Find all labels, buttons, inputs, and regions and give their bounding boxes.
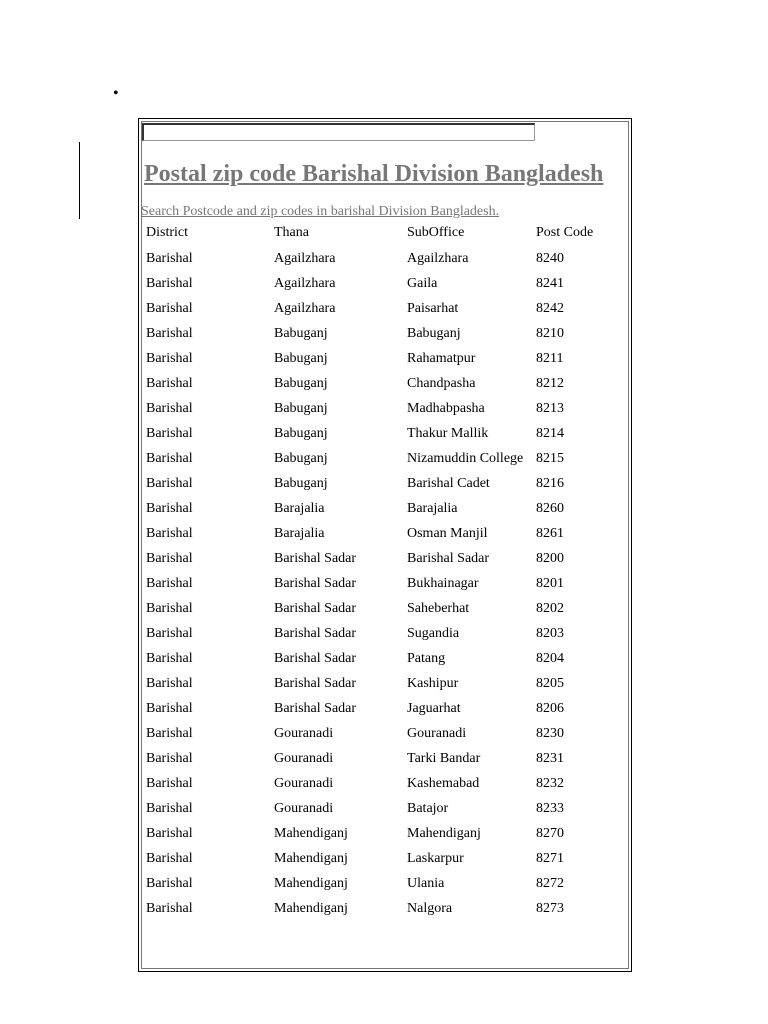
cell-district: Barishal: [146, 301, 193, 316]
cell-suboffice: Madhabpasha: [407, 401, 485, 416]
cell-district: Barishal: [146, 551, 193, 566]
cell-thana: Mahendiganj: [274, 901, 348, 916]
table-row: [141, 671, 629, 696]
cell-district: Barishal: [146, 851, 193, 866]
cell-suboffice: Chandpasha: [407, 376, 476, 391]
cell-thana: Agailzhara: [274, 301, 336, 316]
cell-district: Barishal: [146, 326, 193, 341]
cell-suboffice: Jaguarhat: [407, 701, 461, 716]
cell-thana: Mahendiganj: [274, 826, 348, 841]
cell-district: Barishal: [146, 876, 193, 891]
cell-suboffice: Kashipur: [407, 676, 459, 691]
cell-post-code: 8271: [536, 851, 564, 866]
cell-district: Barishal: [146, 476, 193, 491]
cell-district: Barishal: [146, 576, 193, 591]
cell-suboffice: Gaila: [407, 276, 438, 291]
cell-suboffice: Osman Manjil: [407, 526, 488, 541]
cell-thana: Gouranadi: [274, 751, 334, 766]
cell-district: Barishal: [146, 901, 193, 916]
cell-post-code: 8272: [536, 876, 564, 891]
cell-thana: Babuganj: [274, 401, 328, 416]
cell-district: Barishal: [146, 601, 193, 616]
cell-post-code: 8202: [536, 601, 564, 616]
table-row: [141, 796, 629, 821]
cell-suboffice: Rahamatpur: [407, 351, 476, 366]
cell-suboffice: Ulania: [407, 876, 445, 891]
cell-suboffice: Thakur Mallik: [407, 426, 489, 441]
cell-district: Barishal: [146, 451, 193, 466]
cell-suboffice: Barishal Cadet: [407, 476, 490, 491]
cell-post-code: 8211: [536, 351, 564, 366]
cell-suboffice: Mahendiganj: [407, 826, 481, 841]
cell-post-code: 8241: [536, 276, 564, 291]
table-row: [141, 371, 629, 396]
cell-thana: Babuganj: [274, 451, 328, 466]
cell-thana: Barishal Sadar: [274, 651, 357, 666]
cell-post-code: 8212: [536, 376, 564, 391]
table-row: [141, 771, 629, 796]
cell-thana: Babuganj: [274, 376, 328, 391]
cell-thana: Mahendiganj: [274, 876, 348, 891]
cell-suboffice: Tarki Bandar: [407, 751, 481, 766]
postal-code-table: [141, 220, 629, 921]
search-input[interactable]: [142, 123, 535, 141]
cell-thana: Barajalia: [274, 501, 325, 516]
table-row: [141, 271, 629, 296]
cell-district: Barishal: [146, 401, 193, 416]
cell-suboffice: Batajor: [407, 801, 449, 816]
cell-district: Barishal: [146, 676, 193, 691]
table-row: [141, 596, 629, 621]
cell-district: Barishal: [146, 826, 193, 841]
header-post-code: Post Code: [536, 225, 594, 240]
table-row: [141, 846, 629, 871]
table-row: [141, 396, 629, 421]
cell-suboffice: Nalgora: [407, 901, 453, 916]
cell-district: Barishal: [146, 801, 193, 816]
cell-district: Barishal: [146, 426, 193, 441]
cell-post-code: 8210: [536, 326, 564, 341]
header-suboffice: SubOffice: [407, 225, 465, 240]
cell-post-code: 8273: [536, 901, 564, 916]
cell-post-code: 8260: [536, 501, 564, 516]
page-title-link[interactable]: Postal zip code Barishal Division Bangladesh: [144, 161, 604, 187]
cell-thana: Agailzhara: [274, 251, 336, 266]
table-header-row: [141, 220, 629, 246]
table-body: [141, 246, 629, 921]
cell-post-code: 8200: [536, 551, 564, 566]
cell-suboffice: Kashemabad: [407, 776, 480, 791]
cell-district: Barishal: [146, 376, 193, 391]
cell-district: Barishal: [146, 626, 193, 641]
cell-thana: Barishal Sadar: [274, 626, 357, 641]
cell-thana: Barajalia: [274, 526, 325, 541]
header-thana: Thana: [274, 225, 309, 240]
table-row: [141, 721, 629, 746]
cell-post-code: 8233: [536, 801, 564, 816]
cell-suboffice: Nizamuddin College: [407, 451, 524, 466]
cell-thana: Babuganj: [274, 426, 328, 441]
table-row: [141, 521, 629, 546]
cell-post-code: 8206: [536, 701, 564, 716]
cell-suboffice: Barajalia: [407, 501, 458, 516]
table-row: [141, 246, 629, 271]
cell-suboffice: Laskarpur: [407, 851, 464, 866]
cell-district: Barishal: [146, 351, 193, 366]
table-row: [141, 696, 629, 721]
cell-thana: Mahendiganj: [274, 851, 348, 866]
table-header: [141, 220, 629, 246]
cell-district: Barishal: [146, 276, 193, 291]
subtitle-link[interactable]: Search Postcode and zip codes in barishal Division Bangladesh.: [141, 204, 500, 219]
table-row: [141, 621, 629, 646]
cell-district: Barishal: [146, 776, 193, 791]
cell-district: Barishal: [146, 526, 193, 541]
cell-thana: Gouranadi: [274, 776, 334, 791]
cell-thana: Agailzhara: [274, 276, 336, 291]
cell-suboffice: Bukhainagar: [407, 576, 479, 591]
cell-thana: Barishal Sadar: [274, 551, 357, 566]
cell-district: Barishal: [146, 501, 193, 516]
table-row: [141, 546, 629, 571]
cell-suboffice: Babuganj: [407, 326, 461, 341]
table-row: [141, 321, 629, 346]
cell-district: Barishal: [146, 751, 193, 766]
cell-post-code: 8204: [536, 651, 564, 666]
cell-thana: Barishal Sadar: [274, 701, 357, 716]
cell-thana: Gouranadi: [274, 726, 334, 741]
cell-thana: Barishal Sadar: [274, 576, 357, 591]
cell-thana: Gouranadi: [274, 801, 334, 816]
table-row: [141, 871, 629, 896]
cell-suboffice: Saheberhat: [407, 601, 470, 616]
cell-district: Barishal: [146, 701, 193, 716]
cell-post-code: 8203: [536, 626, 564, 641]
cell-thana: Babuganj: [274, 326, 328, 341]
table-row: [141, 571, 629, 596]
cell-district: Barishal: [146, 251, 193, 266]
cell-suboffice: Patang: [407, 651, 446, 666]
cell-district: Barishal: [146, 726, 193, 741]
header-district: District: [146, 225, 188, 240]
cell-post-code: 8205: [536, 676, 564, 691]
table-row: [141, 471, 629, 496]
cell-post-code: 8232: [536, 776, 564, 791]
cell-suboffice: Sugandia: [407, 626, 460, 641]
list-bullet: •: [113, 85, 119, 102]
cell-post-code: 8216: [536, 476, 564, 491]
cell-thana: Barishal Sadar: [274, 676, 357, 691]
text-cursor-line: [79, 142, 80, 219]
cell-post-code: 8230: [536, 726, 564, 741]
cell-thana: Barishal Sadar: [274, 601, 357, 616]
cell-post-code: 8214: [536, 426, 564, 441]
cell-suboffice: Gouranadi: [407, 726, 467, 741]
cell-suboffice: Barishal Sadar: [407, 551, 490, 566]
cell-district: Barishal: [146, 651, 193, 666]
table-row: [141, 646, 629, 671]
table-row: [141, 446, 629, 471]
table-row: [141, 821, 629, 846]
cell-post-code: 8215: [536, 451, 564, 466]
table-row: [141, 421, 629, 446]
table-row: [141, 296, 629, 321]
cell-thana: Babuganj: [274, 476, 328, 491]
cell-post-code: 8242: [536, 301, 564, 316]
cell-post-code: 8231: [536, 751, 564, 766]
table-row: [141, 496, 629, 521]
cell-suboffice: Agailzhara: [407, 251, 469, 266]
cell-suboffice: Paisarhat: [407, 301, 459, 316]
cell-post-code: 8261: [536, 526, 564, 541]
cell-thana: Babuganj: [274, 351, 328, 366]
cell-post-code: 8201: [536, 576, 564, 591]
table-row: [141, 746, 629, 771]
table-row: [141, 896, 629, 921]
cell-post-code: 8240: [536, 251, 564, 266]
cell-post-code: 8213: [536, 401, 564, 416]
table-row: [141, 346, 629, 371]
cell-post-code: 8270: [536, 826, 564, 841]
